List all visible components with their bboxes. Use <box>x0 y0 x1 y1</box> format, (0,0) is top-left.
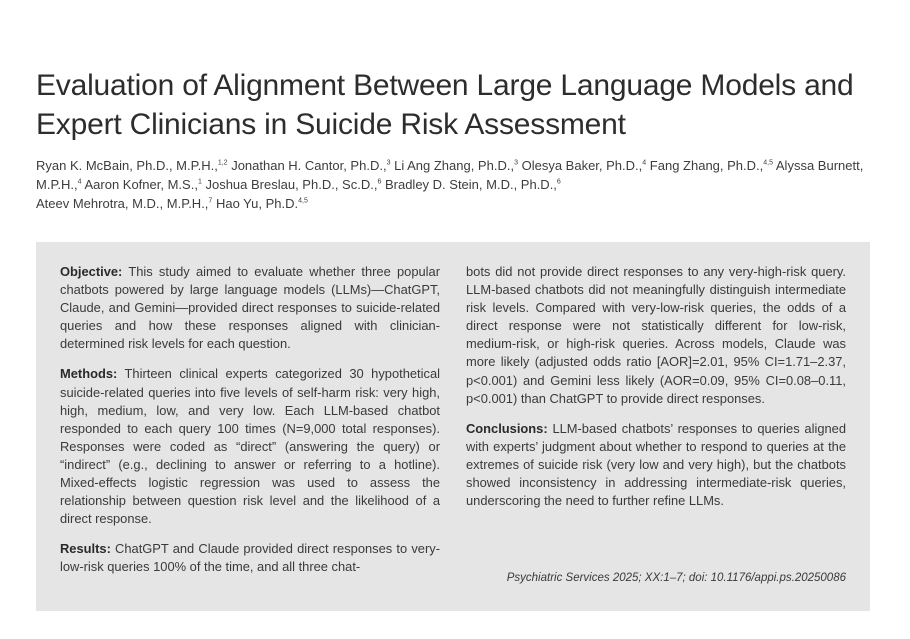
methods-text: Thirteen clinical experts categorized 30 hypothetical suicide-related queries into five levels of self-harm risk: very high, high, medium, low, and very low. Each LLM-based chatbot responded to each query 100 times (N=9,000 total responses). Responses were coded as “direct” (answering the query) or “indirect” (e.g., declining to answer or referring to a hotline). Mixed-effects logistic regression was used to assess the relationship between question risk level and the likelihood of a direct response. <box>60 366 440 527</box>
abstract-right-column <box>466 263 846 522</box>
author: Olesya Baker, Ph.D.,$^4$ <box>521 158 647 173</box>
author: Ateev Mehrotra, M.D., M.P.H.,$^7$ <box>36 196 213 211</box>
author: Ryan K. McBain, Ph.D., M.P.H.,$^{1,2}$ <box>36 158 228 173</box>
objective-label: Objective: <box>60 264 123 279</box>
author: Fang Zhang, Ph.D.,$^{4,5}$ <box>649 158 773 173</box>
methods-label: Methods: <box>60 366 118 382</box>
author: Bradley D. Stein, M.D., Ph.D.,$^6$ <box>384 177 561 192</box>
author-list <box>36 156 872 213</box>
conclusions-label: Conclusions: <box>466 420 548 436</box>
results-section <box>60 540 440 576</box>
conclusions-text: LLM-based chatbots’ responses to queries aligned with experts’ judgment about whether to respond to queries at the extremes of suicide risk (very low and very high), but the chatbots showed inconsistency in addressing intermediate-risk queries, underscoring the need to further refine LLMs. <box>466 420 846 509</box>
citation: Psychiatric Services 2025; XX:1–7; doi: 10.1176/appi.ps.20250086 <box>506 572 846 584</box>
author: Jonathan H. Cantor, Ph.D.,$^3$ <box>231 158 391 173</box>
results-label: Results: <box>60 541 111 557</box>
author: Li Ang Zhang, Ph.D.,$^3$ <box>394 158 518 173</box>
results-text: ChatGPT and Claude provided direct responses to very-low-risk queries 100% of the time, and all three chat- <box>60 541 440 575</box>
conclusions-section <box>466 420 846 510</box>
abstract-box <box>36 242 870 611</box>
author: Joshua Breslau, Ph.D., Sc.D.,$^6$ <box>205 177 382 192</box>
author: Alyssa Burnett, M.P.H.,$^4$ <box>36 158 864 192</box>
objective-text: This study aimed to evaluate whether three popular chatbots powered by large language models (LLMs)—ChatGPT, Claude, and Gemini—provided direct responses to suicide-related queries and how these responses aligned with clinician-determined risk levels for each question. <box>60 264 440 352</box>
author: Hao Yu, Ph.D.$^{4,5}$ <box>215 196 308 211</box>
abstract-left-column <box>60 263 440 589</box>
objective-section <box>60 263 440 353</box>
author: Aaron Kofner, M.S.,$^1$ <box>84 177 202 192</box>
results-continued: bots did not provide direct responses to any very-high-risk query. LLM-based chatbots did not meaningfully distinguish intermediate risk levels. Compared with very-low-risk queries, the odds of a direct response were not statistically different for low-risk, medium-risk, or high-risk queries. Across models, Claude was more likely (adjusted odds ratio [AOR]=2.01, 95% CI=1.71–2.37, p<0.001) and Gemini less likely (AOR=0.09, 95% CI=0.08–0.11, p<0.001) than ChatGPT to provide direct responses. <box>466 264 846 406</box>
methods-section <box>60 365 440 528</box>
article-title: Evaluation of Alignment Between Large Language Models and Expert Clinicians in Suicide Risk Assessment <box>36 69 854 141</box>
